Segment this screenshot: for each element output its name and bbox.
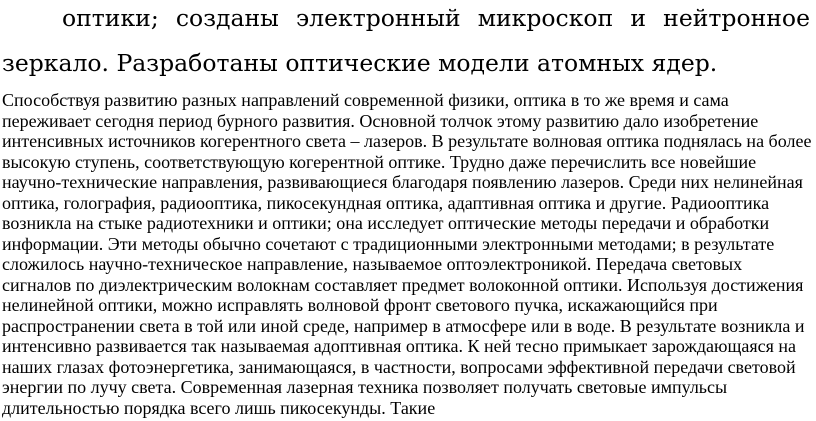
paragraph-line: сигналов по диэлектрическим волокнам составляет предмет волоконной оптики. Используя достижения <box>2 274 804 295</box>
paragraph-line: интенсивно развивается так называемая адоптивная оптика. К ней тесно примыкает зарождающаяся на <box>2 336 796 356</box>
paragraph-line: нелинейной оптики, можно исправлять волновой фронт светового пучка, искажающийся при <box>2 295 718 315</box>
paragraph-line: возникла на стыке радиотехники и оптики; она исследует оптические методы передачи и обработки <box>2 213 770 233</box>
paragraph-line: оптика, голография, радиооптика, пикосекундная оптика, адаптивная оптика и другие. Радиооптика <box>2 192 770 213</box>
heading-line-1: оптики; созданы электронный микроскоп и нейтронное <box>62 4 810 32</box>
paragraph-line: Способствуя развитию разных направлений современной физики, оптика в то же время и сама <box>2 90 729 110</box>
paragraph-line: интенсивных источников когерентного света – лазеров. В результате волновая оптика поднялась на более <box>2 131 812 151</box>
paragraph-line: длительностью порядка всего лишь пикосекунды. Такие <box>2 397 436 418</box>
paragraph-line: информации. Эти методы обычно сочетают с традиционными электронными методами; в результате <box>2 233 775 254</box>
heading-line-2: зеркало. Разработаны оптические модели атомных ядер. <box>2 49 718 77</box>
paragraph-line: переживает сегодня период бурного развития. Основной толчок этому развитию дало изобретение <box>2 110 759 131</box>
paragraph-line: энергии по лучу света. Современная лазерная техника позволяет получать световые импульсы <box>2 377 728 397</box>
paragraph-line: сложилось научно-техническое направление, называемое оптоэлектроникой. Передача световых <box>2 254 743 274</box>
paragraph-line: высокую ступень, соответствующую когерентной оптике. Трудно даже перечислить все новейшие <box>2 151 757 172</box>
paragraph-line: распространении света в той или иной среде, например в атмосфере или в воде. В результате возникла и <box>2 315 805 336</box>
body-paragraph <box>2 90 816 418</box>
paragraph-line: наших глазах фотоэнергетика, занимающаяся, в частности, вопросами эффективной передачи световой <box>2 356 796 377</box>
paragraph-line: научно-технические направления, развивающиеся благодаря появлению лазеров. Среди них нелинейная <box>2 172 803 192</box>
